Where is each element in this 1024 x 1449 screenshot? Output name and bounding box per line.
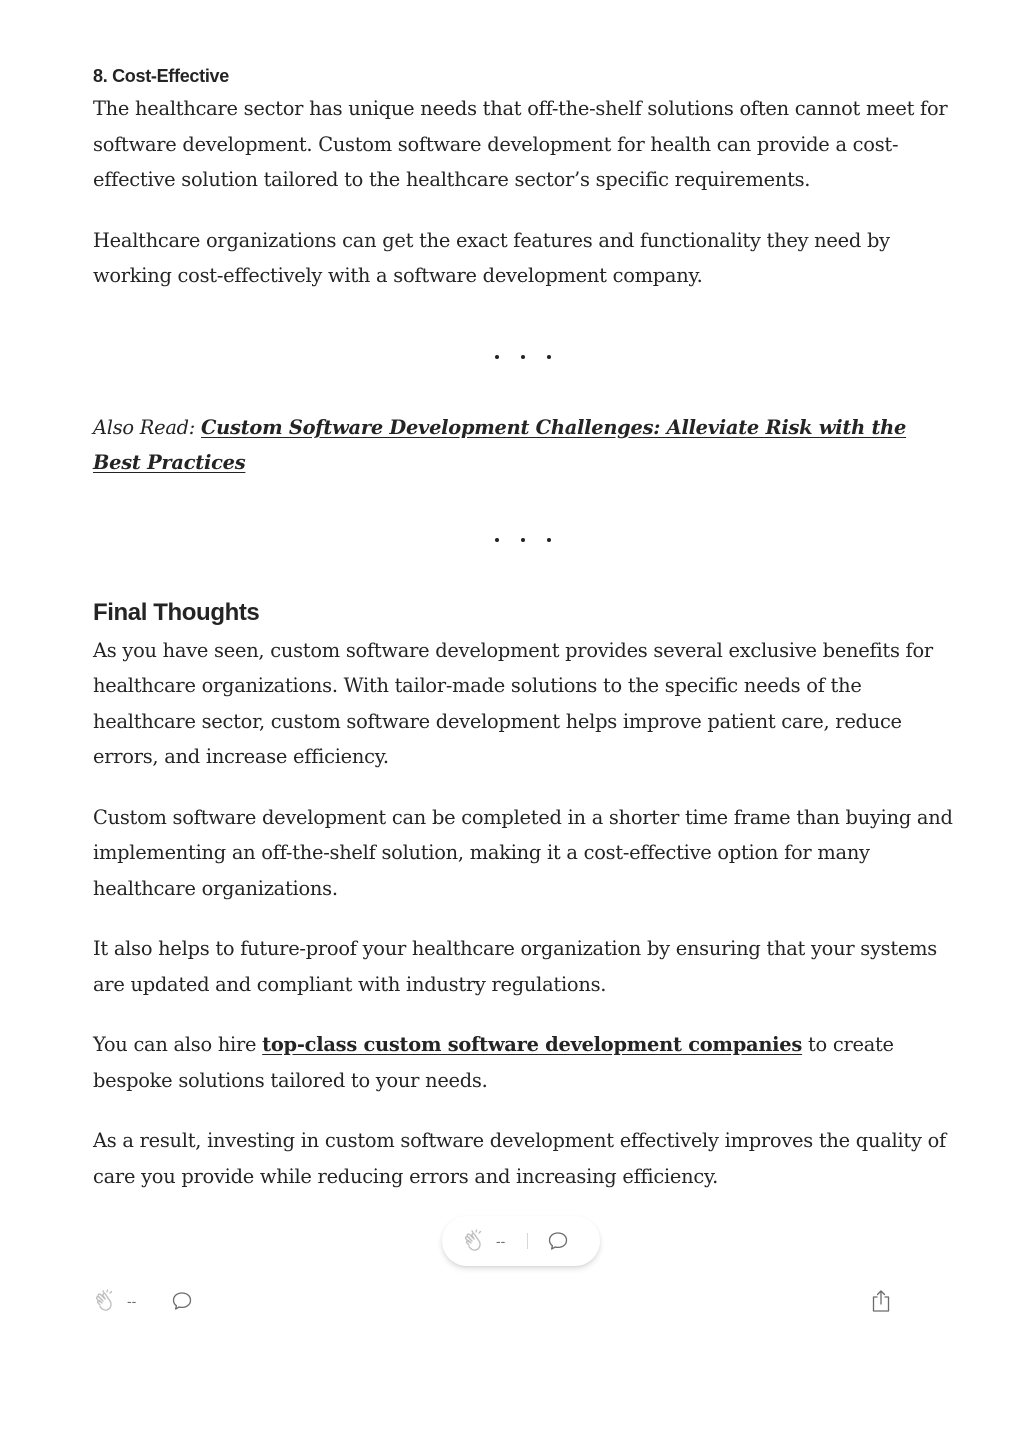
share-icon — [869, 1288, 893, 1314]
clap-button[interactable] — [462, 1228, 488, 1254]
paragraph: Custom software development can be completed in a shorter time frame than buying and implementing an off-the-shelf solution, making it a cost-effective option for many healthcare organizations. — [93, 805, 953, 900]
paragraph: As you have seen, custom software development provides several exclusive benefits for healthcare organizations. With tailor-made solutions to the specific needs of the healthcare sector, custom software development helps improve patient care, reduce errors, and increase efficiency. — [93, 638, 933, 768]
share-button[interactable] — [869, 1288, 893, 1314]
paragraph: Healthcare organizations can get the exact features and functionality they need by working cost-effectively with a software development company. — [93, 228, 890, 287]
also-read-label: Also Read: — [93, 415, 196, 439]
floating-action-bar — [442, 1216, 600, 1266]
clap-count: -- — [127, 1293, 137, 1309]
paragraph-text: to create bespoke solutions tailored to your needs. — [93, 1033, 894, 1092]
comment-icon — [546, 1229, 570, 1253]
paragraph: It also helps to future-proof your healthcare organization by ensuring that your systems are updated and compliant with industry regulations. — [93, 937, 937, 996]
paragraph-text: You can also hire — [93, 1033, 263, 1056]
also-read — [93, 410, 953, 481]
paragraph — [93, 1027, 953, 1098]
final-thoughts-heading: Final Thoughts — [93, 598, 260, 626]
companies-link[interactable]: top-class custom software development companies — [262, 1033, 803, 1056]
paragraph: As a result, investing in custom software development effectively improves the quality of care you provide while reducing errors and increasing efficiency. — [93, 1129, 946, 1188]
section-separator — [93, 342, 953, 372]
bottom-action-bar — [93, 1286, 893, 1316]
comment-button[interactable] — [546, 1229, 570, 1253]
comment-icon — [170, 1289, 194, 1313]
section-heading-cost-effective: 8. Cost-Effective — [93, 66, 229, 86]
section-separator — [93, 525, 953, 555]
clap-count: -- — [496, 1233, 506, 1249]
also-read-link[interactable]: Custom Software Development Challenges: Alleviate Risk with the Best Practices — [93, 415, 907, 474]
paragraph: The healthcare sector has unique needs that off-the-shelf solutions often cannot meet for software development. Custom software development for health can provide a cost-effective solution tailored to the healthcare sector’s specific requirements. — [93, 97, 948, 191]
bar-divider — [527, 1233, 528, 1249]
clap-icon — [462, 1228, 488, 1254]
clap-icon — [93, 1288, 119, 1314]
article-body — [93, 62, 953, 1219]
comment-button[interactable] — [170, 1289, 194, 1313]
clap-button[interactable] — [93, 1288, 119, 1314]
